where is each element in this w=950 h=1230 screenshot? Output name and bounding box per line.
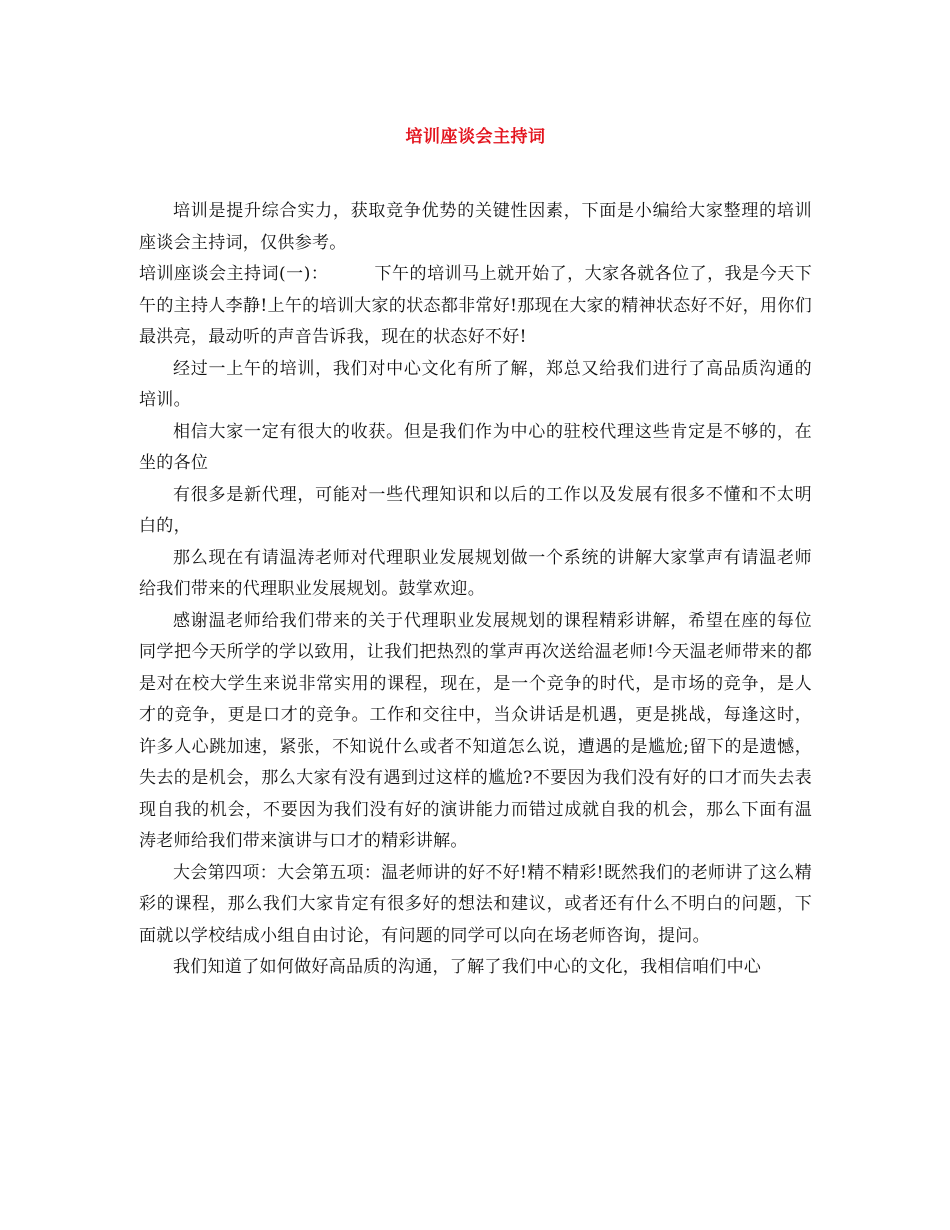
paragraph-text: 下午的培训马上就开始了，大家各就各位了，我是今天下午的主持人李静!上午的培训大家的状态都非常好!那现在大家的精神状态好不好，用你们最洪亮，最动听的声音告诉我，现在的状态好不好! <box>139 264 812 347</box>
paragraph-closing: 我们知道了如何做好高品质的沟通，了解了我们中心的文化，我相信咱们中心 <box>173 957 762 977</box>
paragraph-intro: 培训是提升综合实力，获取竞争优势的关键性因素，下面是小编给大家整理的培训座谈会主持词，仅供参考。 <box>139 201 812 253</box>
paragraph-thanks: 感谢温老师给我们带来的关于代理职业发展规划的课程精彩讲解，希望在座的每位同学把今天所学的学以致用，让我们把热烈的掌声再次送给温老师!今天温老师带来的都是对在校大学生来说非常实用的课程，现在，是一个竞争的时代，是市场的竞争，是人才的竞争，更是口才的竞争。工作和交往中，当众讲话是机遇，更是挑战，每逢这时，许多人心跳加速，紧张，不知说什么或者不知道怎么说，遭遇的是尴尬;留下的是遗憾，失去的是机会，那么大家有没有遇到过这样的尴尬?不要因为我们没有好的口才而失去表现自我的机会，不要因为我们没有好的演讲能力而错过成就自我的机会，那么下面有温涛老师给我们带来演讲与口才的精彩讲解。 <box>139 610 812 851</box>
paragraph-morning-training: 经过一上午的培训，我们对中心文化有所了解，郑总又给我们进行了高品质沟通的培训。 <box>139 358 812 410</box>
paragraph-new-agents: 有很多是新代理，可能对一些代理知识和以后的工作以及发展有很多不懂和不太明白的， <box>139 484 812 536</box>
paragraph-invite-teacher: 那么现在有请温涛老师对代理职业发展规划做一个系统的讲解大家掌声有请温老师给我们带来的代理职业发展规划。鼓掌欢迎。 <box>139 547 812 599</box>
document-title: 培训座谈会主持词 <box>405 127 546 147</box>
paragraph-host-speech-1 <box>139 259 812 354</box>
paragraph-discussion: 大会第四项：大会第五项：温老师讲的好不好!精不精彩!既然我们的老师讲了这么精彩的课程，那么我们大家肯定有很多好的想法和建议，或者还有什么不明白的问题，下面就以学校结成小组自由讨论，有问题的同学可以向在场老师咨询，提问。 <box>139 862 812 946</box>
section-heading: 培训座谈会主持词(一)： <box>139 264 329 284</box>
paragraph-harvest: 相信大家一定有很大的收获。但是我们作为中心的驻校代理这些肯定是不够的，在坐的各位 <box>139 421 812 473</box>
